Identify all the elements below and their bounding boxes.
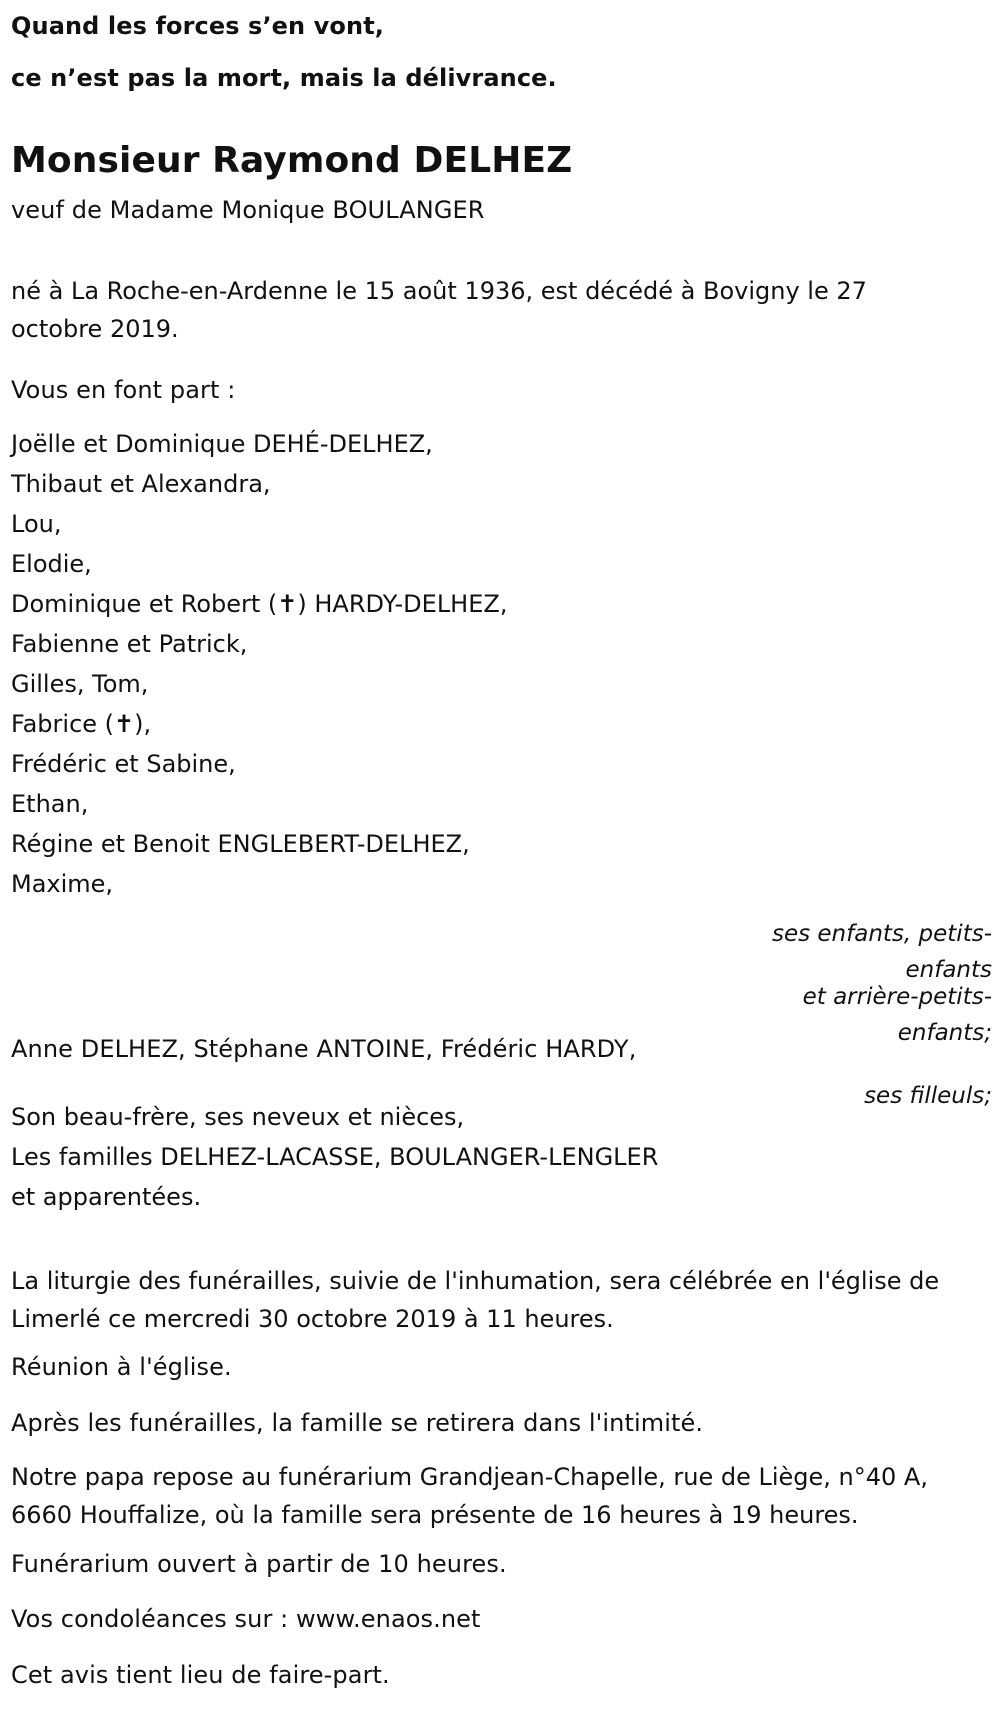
epitaph-line-1: Quand les forces s’en vont, [11, 12, 384, 40]
condolences-line: Vos condoléances sur : www.enaos.net [11, 1605, 481, 1633]
birth-death-paragraph: né à La Roche-en-Ardenne le 15 août 1936, est décédé à Bovigny le 27 octobre 2019. [11, 277, 867, 343]
notice-line: Cet avis tient lieu de faire-part. [11, 1661, 390, 1689]
family-list [11, 424, 507, 904]
epitaph-line-2: ce n’est pas la mort, mais la délivrance. [11, 64, 557, 92]
after-funeral-line: Après les funérailles, la famille se retirera dans l'intimité. [11, 1409, 704, 1437]
family-member: Lou, [11, 510, 62, 538]
family-role-1: ses enfants, petits-enfants [771, 921, 992, 983]
family-member: Gilles, Tom, [11, 670, 149, 698]
announcement-intro: Vous en font part : [11, 376, 236, 404]
family-member: Frédéric et Sabine, [11, 750, 236, 778]
godchildren-role: ses filleuls; [864, 1083, 992, 1109]
relatives-list [11, 1097, 658, 1217]
opening-line: Funérarium ouvert à partir de 10 heures. [11, 1550, 507, 1578]
family-member: Régine et Benoit ENGLEBERT-DELHEZ, [11, 830, 470, 858]
family-member: Dominique et Robert (✝) HARDY-DELHEZ, [11, 590, 508, 618]
liturgy-paragraph: La liturgie des funérailles, suivie de l'inhumation, sera célébrée en l'église de Limerlé ce mercredi 30 octobre 2019 à 11 heures. [11, 1267, 940, 1333]
meeting-line: Réunion à l'église. [11, 1353, 232, 1381]
family-role-2: et arrière-petits-enfants; [802, 984, 992, 1046]
godchildren-line: Anne DELHEZ, Stéphane ANTOINE, Frédéric HARDY, [11, 1035, 637, 1063]
family-member: Elodie, [11, 550, 92, 578]
family-member: Maxime, [11, 870, 114, 898]
relatives-line: Son beau-frère, ses neveux et nièces, [11, 1103, 465, 1131]
relatives-line: et apparentées. [11, 1183, 202, 1211]
deceased-name: Monsieur Raymond DELHEZ [11, 140, 573, 181]
family-member: Thibaut et Alexandra, [11, 470, 271, 498]
relatives-line: Les familles DELHEZ-LACASSE, BOULANGER-LENGLER [11, 1143, 659, 1171]
funeral-home-paragraph: Notre papa repose au funérarium Grandjean-Chapelle, rue de Liège, n°40 A, 6660 Houffalize, où la famille sera présente de 16 heures à 19 heures. [11, 1463, 928, 1529]
family-member: Fabrice (✝), [11, 710, 152, 738]
spouse-line: veuf de Madame Monique BOULANGER [11, 196, 485, 224]
family-member: Fabienne et Patrick, [11, 630, 248, 658]
family-member: Joëlle et Dominique DEHÉ-DELHEZ, [11, 430, 433, 458]
family-member: Ethan, [11, 790, 89, 818]
